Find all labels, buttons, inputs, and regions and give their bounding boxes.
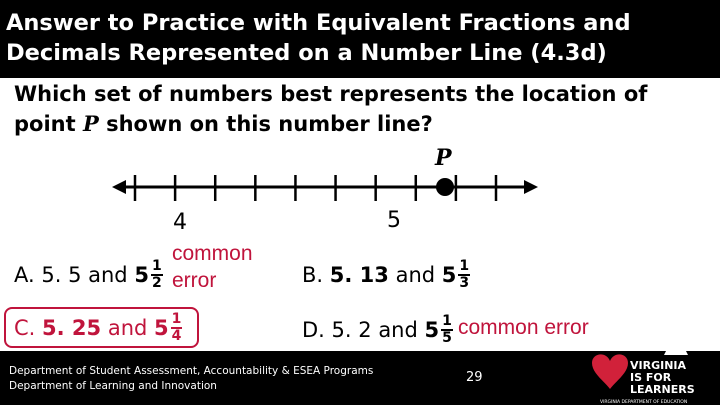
option-b-decimal: 5. 13 (329, 263, 389, 287)
right-arrow-icon (524, 180, 538, 194)
question-line2-post: shown on this number line? (98, 112, 433, 136)
option-b-denominator: 3 (459, 275, 470, 291)
option-c (14, 312, 182, 344)
department-text (9, 364, 373, 394)
option-d-decimal: 5. 2 (331, 318, 372, 342)
option-b-letter: B. (302, 263, 324, 287)
option-b-whole: 5 (441, 263, 457, 287)
option-b (302, 259, 470, 291)
logo-line1: VIRGINIA (630, 359, 687, 372)
option-d-numerator: 1 (442, 313, 452, 329)
option-d-letter: D. (302, 318, 325, 342)
option-a-fraction (151, 259, 163, 291)
title-bar (0, 0, 720, 78)
page-number: 29 (466, 370, 483, 385)
option-c-numerator: 1 (171, 311, 182, 327)
option-b-fraction (458, 259, 470, 291)
option-c-denominator: 4 (171, 328, 182, 344)
option-c-and: and (107, 316, 148, 340)
option-c-decimal: 5. 25 (42, 316, 102, 340)
option-c-fraction (171, 312, 183, 344)
question-line2 (14, 109, 674, 139)
option-a-decimal: 5. 5 (41, 263, 82, 287)
question-point-label: P (82, 111, 99, 136)
option-d-note: common error (458, 316, 589, 339)
option-c-whole: 5 (154, 316, 169, 340)
option-d-denominator: 5 (442, 330, 452, 346)
option-a-numerator: 1 (151, 258, 162, 274)
option-a-note-line2: error (172, 269, 217, 292)
heart-icon (592, 354, 628, 389)
department-line1: Department of Student Assessment, Accountability & ESEA Programs (9, 365, 374, 377)
option-a-note (172, 240, 253, 294)
number-line (110, 145, 540, 235)
virginia-is-for-learners-logo (560, 315, 720, 405)
option-b-and: and (395, 263, 436, 287)
left-arrow-icon (112, 180, 126, 194)
label-5: 5 (387, 208, 401, 233)
point-p-dot (436, 178, 454, 196)
option-d-fraction (441, 314, 453, 346)
option-a-whole: 5 (134, 263, 149, 287)
logo-line2: IS FOR (630, 371, 672, 384)
logo-line3: LEARNERS (630, 383, 695, 396)
option-a-letter: A. (14, 263, 35, 287)
option-b-numerator: 1 (459, 258, 470, 274)
option-a-note-line1: common (172, 242, 253, 265)
point-p-label: P (435, 145, 452, 171)
slide-title-line1: Answer to Practice with Equivalent Fractions and (6, 10, 631, 36)
logo-sub: VIRGINIA DEPARTMENT OF EDUCATION (600, 400, 688, 405)
option-d (302, 314, 453, 346)
option-a (14, 259, 163, 291)
option-a-and: and (88, 263, 128, 287)
label-4: 4 (173, 210, 187, 235)
question-line1: Which set of numbers best represents the location of (14, 82, 648, 106)
torch-icon (664, 319, 688, 355)
option-d-and: and (378, 318, 418, 342)
department-line2: Department of Learning and Innovation (9, 380, 217, 392)
option-c-letter: C. (14, 316, 36, 340)
option-a-denominator: 2 (151, 275, 162, 291)
question-line2-pre: point (14, 112, 83, 136)
question-text (14, 80, 674, 139)
option-d-whole: 5 (424, 318, 440, 342)
slide-title-line2: Decimals Represented on a Number Line (4.3d) (6, 40, 607, 66)
